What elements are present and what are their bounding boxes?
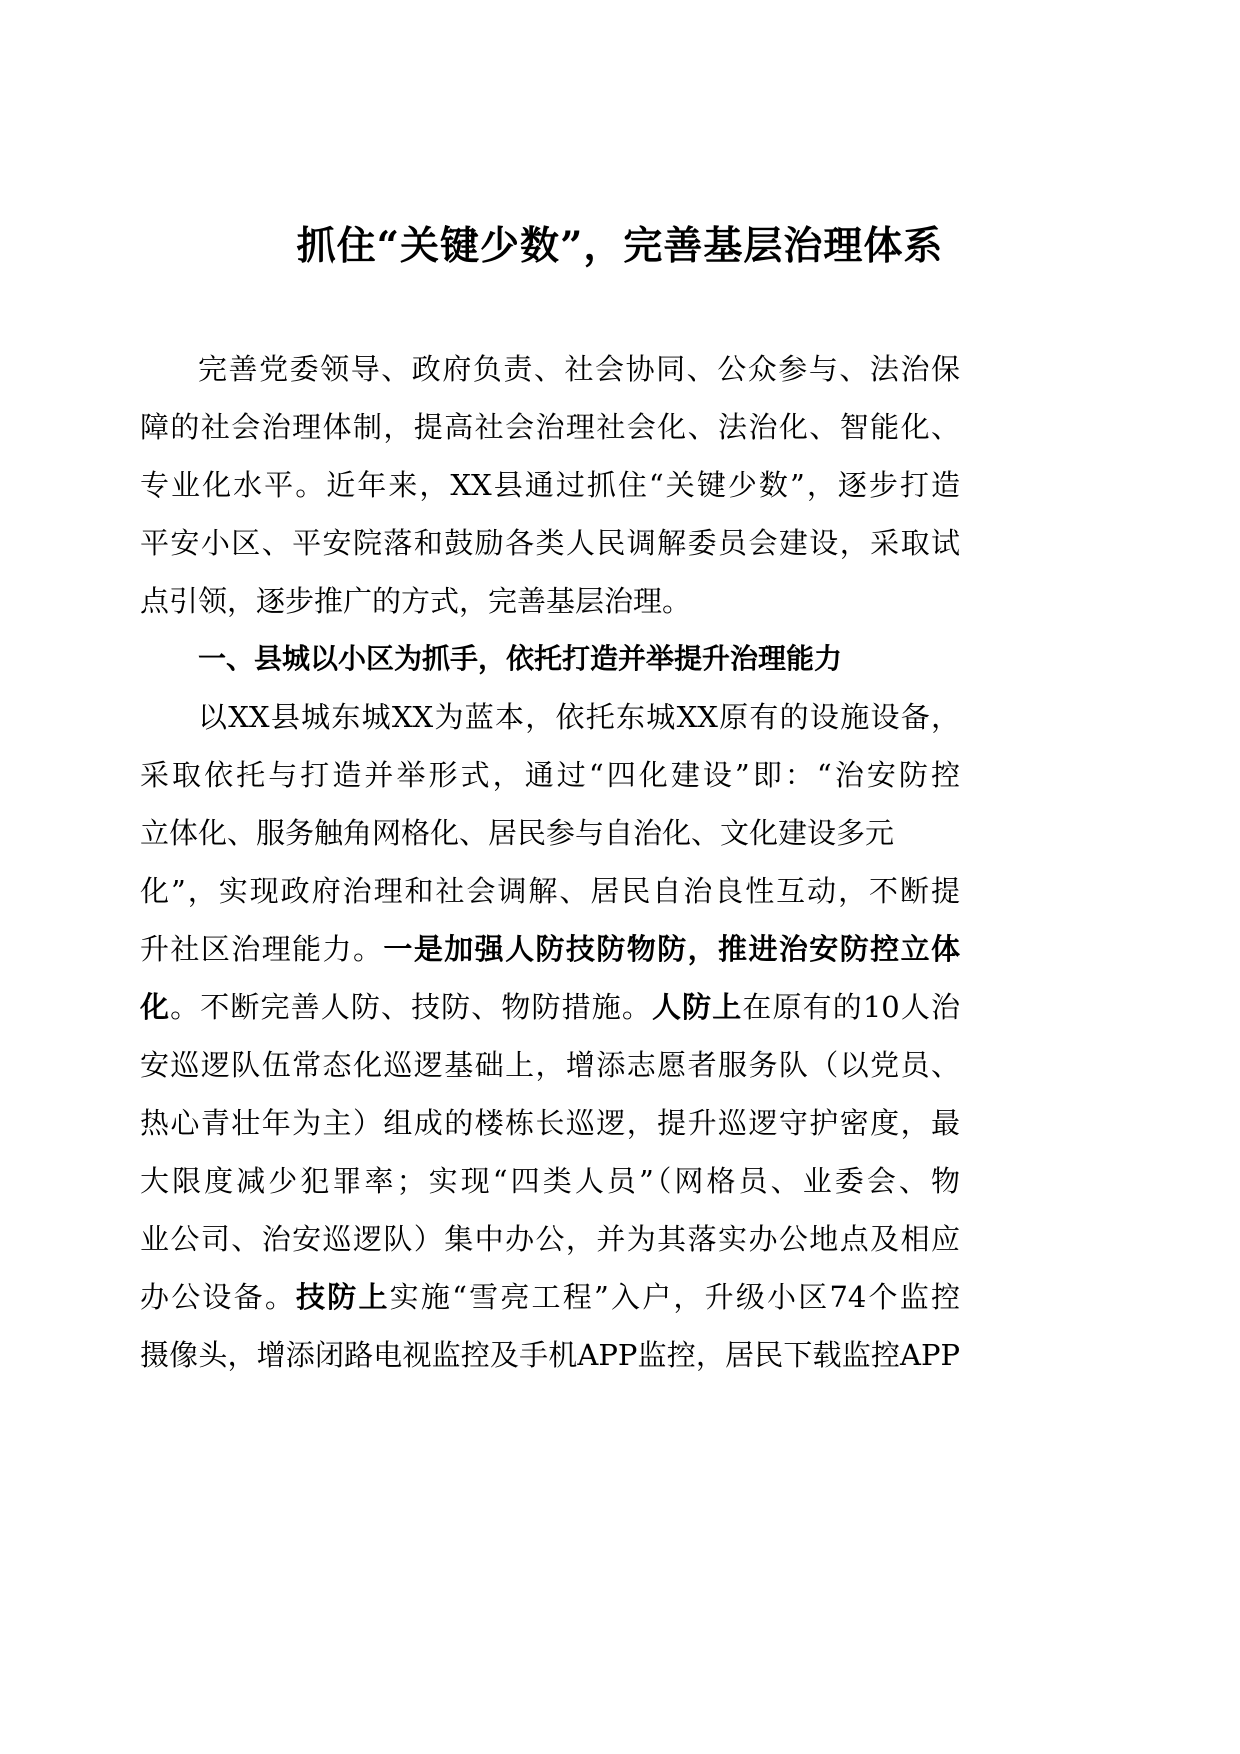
bold-text: 一、县城以小区为抓手，依托打造并举提升治理能力 [198, 642, 843, 675]
bold-text: 人防上 [652, 990, 743, 1024]
text-line [140, 862, 960, 920]
text-segment: 点引领，逐步推广的方式，完善基层治理。 [140, 584, 692, 618]
text-line [140, 1210, 960, 1268]
text-line [140, 1268, 960, 1326]
text-line [140, 514, 960, 572]
text-segment: 专业化水平。近年来，XX县通过抓住“关键少数”，逐步打造 [140, 468, 960, 502]
section-heading [140, 630, 960, 688]
text-line [140, 978, 960, 1036]
text-segment: 摄像头，增添闭路电视监控及手机APP监控，居民下载监控APP [140, 1338, 960, 1372]
text-segment: 平安小区、平安院落和鼓励各类人民调解委员会建设，采取试 [140, 526, 960, 560]
document-title: 抓住“关键少数”，完善基层治理体系 [296, 223, 944, 269]
text-segment: 在原有的10人治 [742, 990, 960, 1024]
text-segment: 化”，实现政府治理和社会调解、居民自治良性互动，不断提 [140, 874, 960, 908]
text-line [140, 1036, 960, 1094]
text-segment: 热心青壮年为主）组成的楼栋长巡逻，提升巡逻守护密度，最 [140, 1106, 960, 1140]
text-segment: 。不断完善人防、技防、物防措施。 [170, 990, 653, 1024]
text-line [140, 572, 960, 630]
text-line [140, 456, 960, 514]
text-line [140, 340, 960, 398]
text-line [140, 1326, 960, 1384]
bold-text: 一是加强人防技防物防，推进治安防控立体 [383, 932, 960, 966]
text-line [140, 1152, 960, 1210]
text-segment: 办公设备。 [140, 1280, 297, 1314]
text-line [140, 804, 960, 862]
text-segment: 完善党委领导、政府负责、社会协同、公众参与、法治保 [198, 352, 960, 386]
text-line [140, 398, 960, 456]
text-segment: 业公司、治安巡逻队）集中办公，并为其落实办公地点及相应 [140, 1222, 960, 1256]
text-line [140, 1094, 960, 1152]
text-line [140, 746, 960, 804]
text-segment: 采取依托与打造并举形式，通过“四化建设”即：“治安防控 [140, 758, 960, 792]
text-segment: 立体化、服务触角网格化、居民参与自治化、文化建设多元 [140, 816, 895, 850]
text-segment: 实施“雪亮工程”入户，升级小区74个监控 [389, 1280, 960, 1314]
text-segment: 升社区治理能力。 [140, 932, 384, 966]
text-segment: 以XX县城东城XX为蓝本，依托东城XX原有的设施设备， [198, 700, 960, 734]
text-line [140, 688, 960, 746]
bold-text: 技防上 [296, 1280, 390, 1314]
bold-text: 化 [140, 990, 171, 1024]
text-line [140, 920, 960, 978]
text-segment: 安巡逻队伍常态化巡逻基础上，增添志愿者服务队（以党员、 [140, 1048, 960, 1082]
document-body [140, 340, 960, 1384]
text-segment: 大限度减少犯罪率；实现“四类人员”（网格员、业委会、物 [140, 1164, 960, 1198]
text-segment: 障的社会治理体制，提高社会治理社会化、法治化、智能化、 [140, 410, 960, 444]
